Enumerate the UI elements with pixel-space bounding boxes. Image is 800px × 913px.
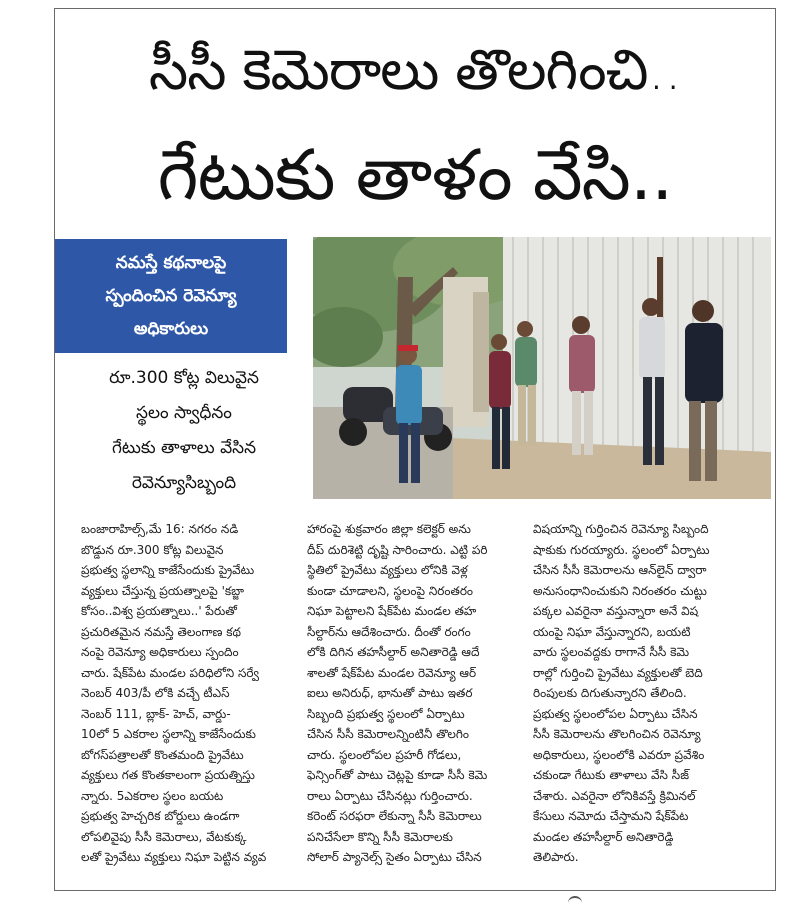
- news-article-clipping: [54, 8, 776, 891]
- highlight-line: స్పందించిన రెవెన్యూ: [105, 285, 237, 306]
- article-line: నెంబర్ 111, బ్లాక్- హెచ్, వార్డు-: [81, 706, 231, 721]
- article-line: రాలు ఏర్పాటు చేసినట్లు గుర్తించారు.: [307, 788, 473, 803]
- article-column-1: [81, 519, 293, 889]
- article-line: పక్కల ఎవరైనా వస్తున్నారా అనే విష: [533, 604, 699, 618]
- article-line: కేసులు నమోదు చేస్తామని షేక్‌పేట: [533, 809, 689, 823]
- subdeck-line: రెవెన్యూసిబ్బంది: [131, 473, 237, 493]
- article-line: లోకి దిగిన తహసీల్దార్ అనితారెడ్డి ఆదే: [307, 645, 480, 659]
- article-line: సిబ్బంది ప్రభుత్వ స్థలంలో ఏర్పాటు: [307, 706, 465, 721]
- article-line: బోగస్‌పత్రాలతో కొంతమంది ప్రైవేటు: [81, 747, 244, 762]
- article-line: లోపలివైపు సీసీ కెమెరాలు, వేటకుక్క: [81, 829, 247, 844]
- article-line: చేశారు. ఎవరైనా లోనికివస్తే క్రిమినల్: [533, 788, 696, 803]
- article-line: మండల తహసీల్దార్ అనితారెడ్డి: [533, 829, 674, 844]
- subdeck-line: స్థలం స్వాధీనం: [136, 403, 232, 423]
- article-column-3: [533, 519, 745, 889]
- article-line: విషయాన్ని గుర్తించిన రెవెన్యూ సిబ్బంది: [533, 522, 709, 536]
- news-photo: [313, 237, 771, 499]
- article-line: స్థితిలో ప్రైవేటు వ్యక్తులు లోనికి వెళ్ల: [307, 563, 468, 577]
- headline-line-2: గేటుకు తాళం వేసి..: [157, 134, 673, 216]
- article-line: కోసం..విశ్వ ప్రయత్నాలు..' పేరుతో: [81, 604, 237, 618]
- article-line: కుండా చూడాలని, స్థలంపై నిరంతరం: [307, 583, 474, 598]
- article-line: అనుసంధానించుకుని నిరంతరం చుట్టు: [533, 583, 707, 598]
- subdeck-line: గేటుకు తాళాలు వేసిన: [111, 438, 257, 458]
- article-line: వ్యక్తులు గత కొంతకాలంగా ప్రయత్నిస్తు: [81, 768, 255, 782]
- article-line: రాల్లో గుర్తించి ప్రైవేటు వ్యక్తులతో బెది: [533, 665, 703, 680]
- article-line: అధికారులు, స్థలంలోకి ఎవరూ ప్రవేశిం: [533, 747, 705, 762]
- article-line: ప్రచురితమైన నమస్తే తెలంగాణ కథ: [81, 624, 241, 639]
- article-line: సోలార్ ప్యానెల్స్ సైతం ఏర్పాటు చేసిన: [307, 850, 482, 864]
- page-edge-mark: [568, 896, 582, 910]
- article-line: సీల్దార్‌ను ఆదేశించారు. దీంతో రంగం: [307, 624, 471, 639]
- article-line: సీసీ కెమెరాలను తొలగించిన రెవెన్యూ: [533, 727, 701, 741]
- article-line: శాలతో షేక్‌పేట మండల రెవెన్యూ ఆర్: [307, 665, 477, 680]
- article-line: ఐలు అనిరుధ్, భానుతో పాటు ఇతర: [307, 686, 473, 700]
- article-line: ఫెన్సింగ్‌తో పాటు చెట్లపై కూడా సీసీ కెమె: [307, 768, 488, 782]
- article-line: పనిచేసేలా కొన్ని సీసీ కెమెరాలకు: [307, 829, 453, 844]
- article-line: చారు. షేక్‌పేట మండల పరిధిలోని సర్వే: [81, 665, 259, 680]
- article-line: ప్రభుత్వ హెచ్చరిక బోర్డులు ఉండగా: [81, 809, 240, 823]
- article-line: బంజారాహిల్స్,మే 16: నగరం నడి: [81, 522, 239, 536]
- article-line: నంపై రెవెన్యూ అధికారులు స్పందిం: [81, 645, 239, 659]
- highlight-line: అధికారులు: [133, 318, 209, 339]
- article-line: షాకుకు గురయ్యారు. స్థలంలో ఏర్పాటు: [533, 542, 710, 557]
- article-line: 10లో 5 ఎకరాల స్థలాన్ని కాజేసేందుకు: [81, 727, 256, 741]
- article-line: చేసిన సీసీ కెమెరాలన్నింటినీ తొలగిం: [307, 727, 469, 741]
- article-line: యంపై నిఘా వేస్తున్నారని, బయటి: [533, 624, 691, 639]
- article-column-2: [307, 519, 519, 889]
- article-line: తెలిపారు.: [533, 850, 579, 864]
- article-line: ప్రభుత్వ స్థలంలోపల ఏర్పాటు చేసిన: [533, 706, 698, 721]
- article-line: వ్యక్తులు చేస్తున్న ప్రయత్నాలపై 'కబ్జా: [81, 583, 245, 598]
- headline-line-1: సీసీ కెమెరాలు తొలగించి..: [148, 38, 682, 103]
- article-line: లతో ప్రైవేటు వ్యక్తులు నిఘా పెట్టిన వ్యవ: [81, 850, 267, 864]
- article-line: హారంపై శుక్రవారం జిల్లా కలెక్టర్ అను: [307, 522, 471, 536]
- highlight-box: [55, 239, 287, 353]
- article-line: న్నారు. 5ఎకరాల స్థలం బయట: [81, 788, 224, 803]
- subdeck: [55, 361, 313, 501]
- article-line: చకుండా గేటుకు తాళాలు వేసి సీజ్: [533, 768, 689, 782]
- article-line: నెంబర్ 403/పీ లోకి వచ్చే టీఎస్: [81, 686, 230, 700]
- article-line: చేసిన సీసీ కెమెరాలను ఆన్‌లైన్ ద్వారా: [533, 563, 707, 577]
- article-line: దీప్ దురిశెట్టి దృష్టి సారించారు. ఎట్టి పరి: [307, 542, 488, 557]
- article-line: వారు స్థలంవద్దకు రాగానే సీసీ కెమె: [533, 645, 690, 659]
- article-line: బొడ్డున రూ.300 కోట్ల విలువైన: [81, 542, 224, 557]
- article-line: నిఘా పెట్టాలని షేక్‌పేట మండల తహ: [307, 604, 477, 618]
- highlight-line: నమస్తే కథనాలపై: [115, 252, 227, 273]
- article-line: చారు. స్థలంలోపల ప్రహరీ గోడలు,: [307, 747, 462, 762]
- article-line: ప్రభుత్వ స్థలాన్ని కాజేసేందుకు ప్రైవేటు: [81, 563, 255, 577]
- subdeck-line: రూ.300 కోట్ల విలువైన: [109, 368, 259, 388]
- article-line: రింపులకు దిగుతున్నారని తేలింది.: [533, 686, 687, 700]
- article-line: కరెంట్ సరఫరా లేకున్నా సీసీ కెమెరాలు: [307, 809, 482, 823]
